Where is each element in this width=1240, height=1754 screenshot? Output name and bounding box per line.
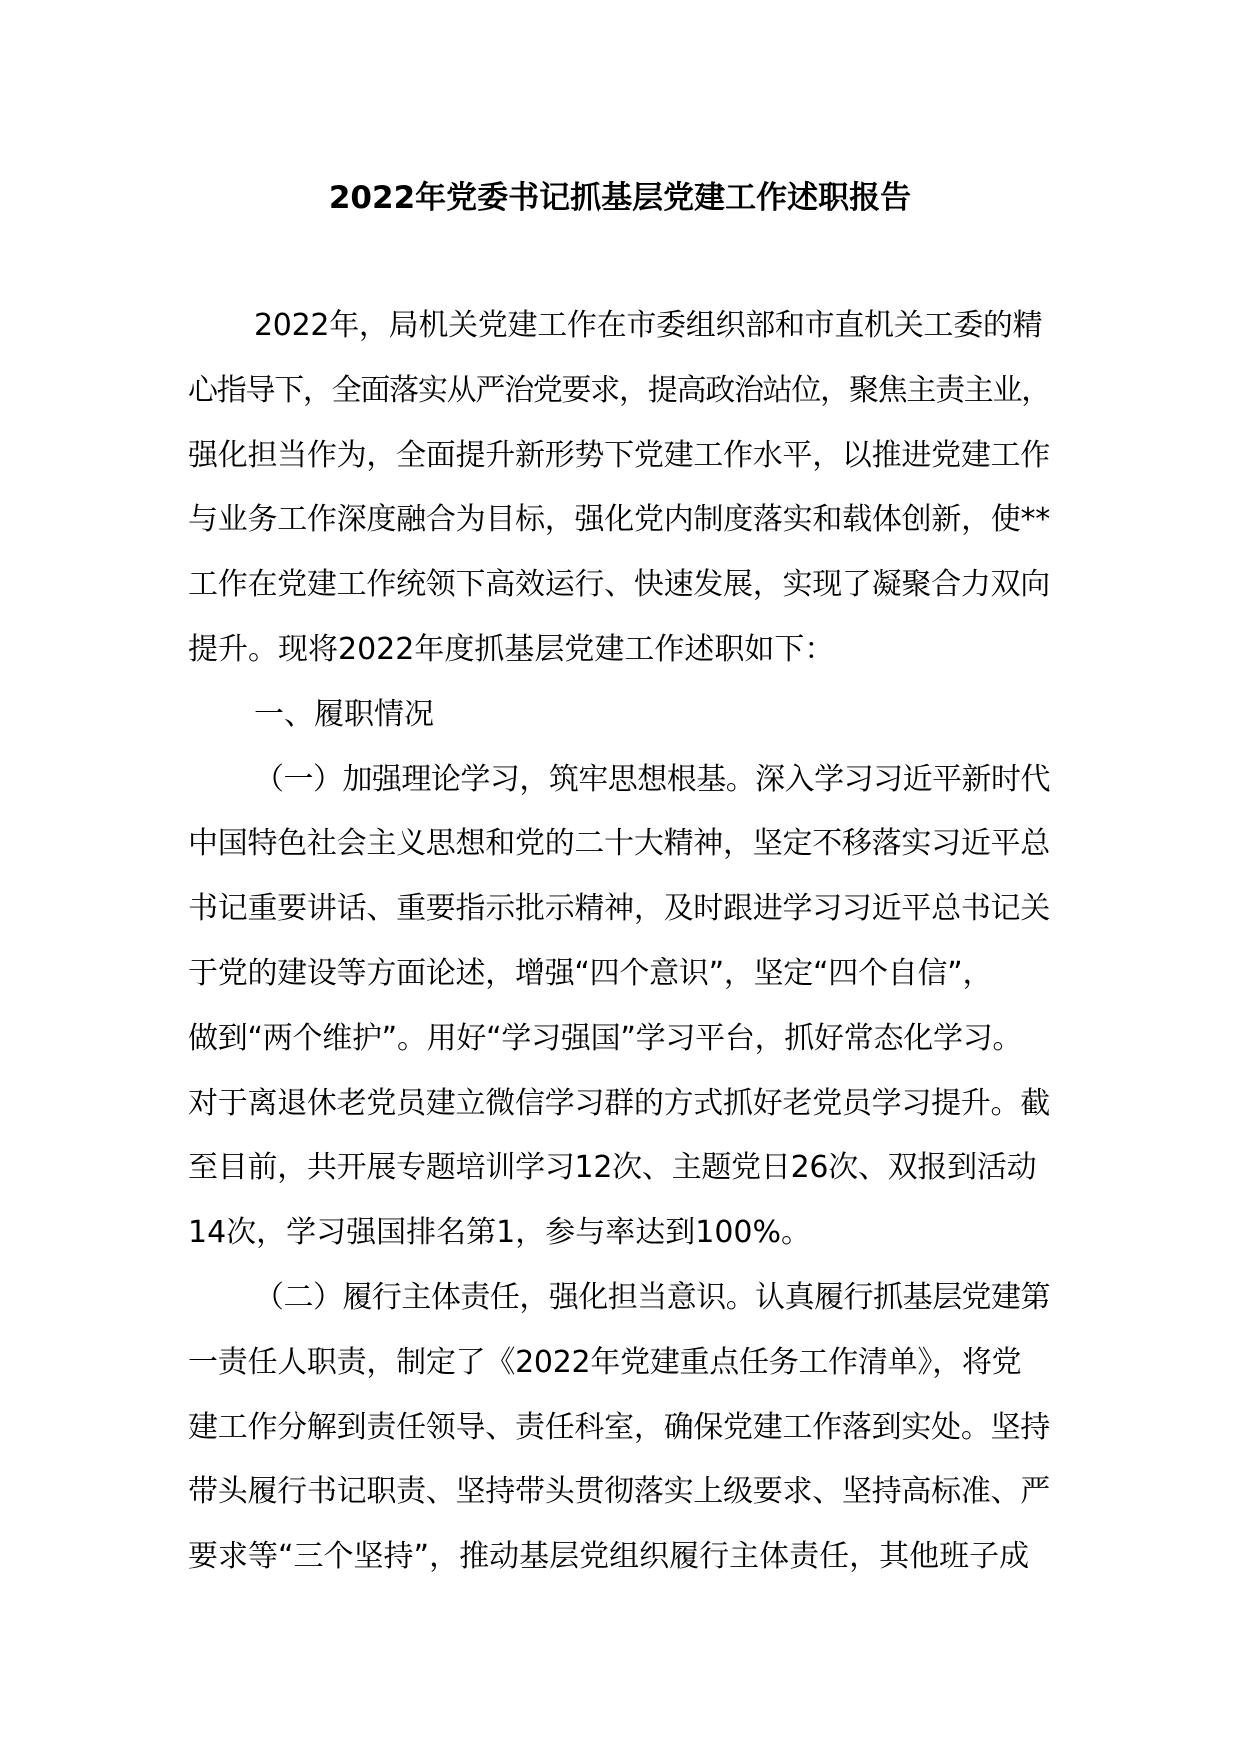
- text-line: 一、履职情况: [254, 696, 434, 732]
- text-line: 带头履行书记职责、坚持带头贯彻落实上级要求、坚持高标准、严: [188, 1474, 1050, 1510]
- text-line: 建工作分解到责任领导、责任科室，确保党建工作落到实处。坚持: [188, 1409, 1050, 1445]
- text-line: 强化担当作为，全面提升新形势下党建工作水平，以推进党建工作: [188, 437, 1050, 473]
- text-line: （一）加强理论学习，筑牢思想根基。深入学习习近平新时代: [254, 761, 1050, 797]
- text-line: 2022年，局机关党建工作在市委组织部和市直机关工委的精: [254, 308, 1043, 343]
- document-body: [188, 304, 1058, 1600]
- text-line: 对于离退休老党员建立微信学习群的方式抓好老党员学习提升。截: [188, 1085, 1050, 1121]
- text-line: 与业务工作深度融合为目标，强化党内制度落实和载体创新，使**: [188, 502, 1050, 538]
- text-line: 于党的建设等方面论述，增强“四个意识”，坚定“四个自信”，: [188, 955, 993, 991]
- text-line: 工作在党建工作统领下高效运行、快速发展，实现了凝聚合力双向: [188, 567, 1050, 603]
- text-line: 提升。现将2022年度抓基层党建工作述职如下：: [188, 631, 835, 667]
- text-line: （二）履行主体责任，强化担当意识。认真履行抓基层党建第: [254, 1279, 1050, 1315]
- text-line: 一责任人职责，制定了《2022年党建重点任务工作清单》，将党: [188, 1344, 1022, 1380]
- text-line: 做到“两个维护”。用好“学习强国”学习平台，抓好常态化学习。: [188, 1020, 1023, 1056]
- document-title: 2022年党委书记抓基层党建工作述职报告: [328, 180, 912, 216]
- text-line: 14次，学习强国排名第1，参与率达到100%。: [188, 1215, 812, 1251]
- text-line: 中国特色社会主义思想和党的二十大精神，坚定不移落实习近平总: [188, 826, 1050, 862]
- text-line: 要求等“三个坚持”，推动基层党组织履行主体责任，其他班子成: [188, 1539, 1030, 1575]
- text-line: 至目前，共开展专题培训学习12次、主题党日26次、双报到活动: [188, 1150, 1037, 1186]
- text-line: 心指导下，全面落实从严治党要求，提高政治站位，聚焦主责主业，: [188, 372, 1050, 408]
- text-line: 书记重要讲话、重要指示批示精神，及时跟进学习习近平总书记关: [188, 891, 1050, 927]
